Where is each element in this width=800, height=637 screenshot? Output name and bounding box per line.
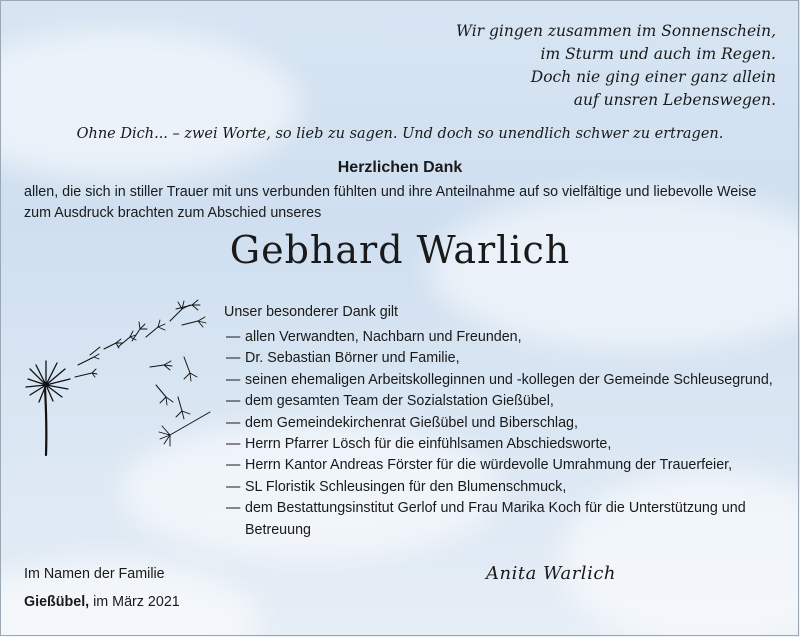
deceased-name: Gebhard Warlich — [229, 228, 571, 272]
family-line: Im Namen der Familie — [24, 566, 165, 582]
list-item: — Dr. Sebastian Börner und Familie, — [226, 348, 786, 369]
poem-line: auf unsren Lebenswegen. — [573, 91, 776, 109]
intro-text: allen, die sich in stiller Trauer mit uns verbunden fühlten und ihre Anteilnahme auf so vielfältige und liebevolle Weise zum Ausdruck brachten zum Abschied unseres — [24, 184, 757, 221]
place: Gießübel, — [24, 594, 90, 610]
list-item: — dem gesamten Team der Sozialstation Gießübel, — [226, 391, 786, 412]
dandelion-icon — [20, 285, 220, 485]
list-item: — dem Bestattungsinstitut Gerlof und Frau Marika Koch für die Unterstützung und Betreuung — [226, 498, 786, 541]
list-item: — Herrn Pfarrer Lösch für die einfühlsamen Abschiedsworte, — [226, 434, 786, 455]
list-item: — SL Floristik Schleusingen für den Blumenschmuck, — [226, 477, 786, 498]
thanks-heading: Herzlichen Dank — [337, 159, 463, 176]
memorial-quote: Ohne Dich... – zwei Worte, so lieb zu sagen. Und doch so unendlich schwer zu ertragen. — [76, 126, 724, 142]
place-date — [24, 594, 180, 610]
acknowledgement-list — [226, 327, 786, 541]
list-heading: Unser besonderer Dank gilt — [224, 304, 399, 320]
cloud-shape — [0, 30, 300, 180]
list-item: — dem Gemeindekirchenrat Gießübel und Biberschlag, — [226, 413, 786, 434]
list-item: — seinen ehemaligen Arbeitskolleginnen und -kollegen der Gemeinde Schleusegrund, — [226, 370, 786, 391]
poem-line: Doch nie ging einer ganz allein — [530, 68, 776, 86]
poem-line: im Sturm und auch im Regen. — [540, 45, 776, 63]
poem-line: Wir gingen zusammen im Sonnenschein, — [456, 22, 776, 40]
list-item: — Herrn Kantor Andreas Förster für die würdevolle Umrahmung der Trauerfeier, — [226, 455, 786, 476]
list-item: — allen Verwandten, Nachbarn und Freunden, — [226, 327, 786, 348]
signature: Anita Warlich — [486, 563, 616, 584]
date: im März 2021 — [93, 594, 180, 610]
poem — [456, 20, 776, 112]
